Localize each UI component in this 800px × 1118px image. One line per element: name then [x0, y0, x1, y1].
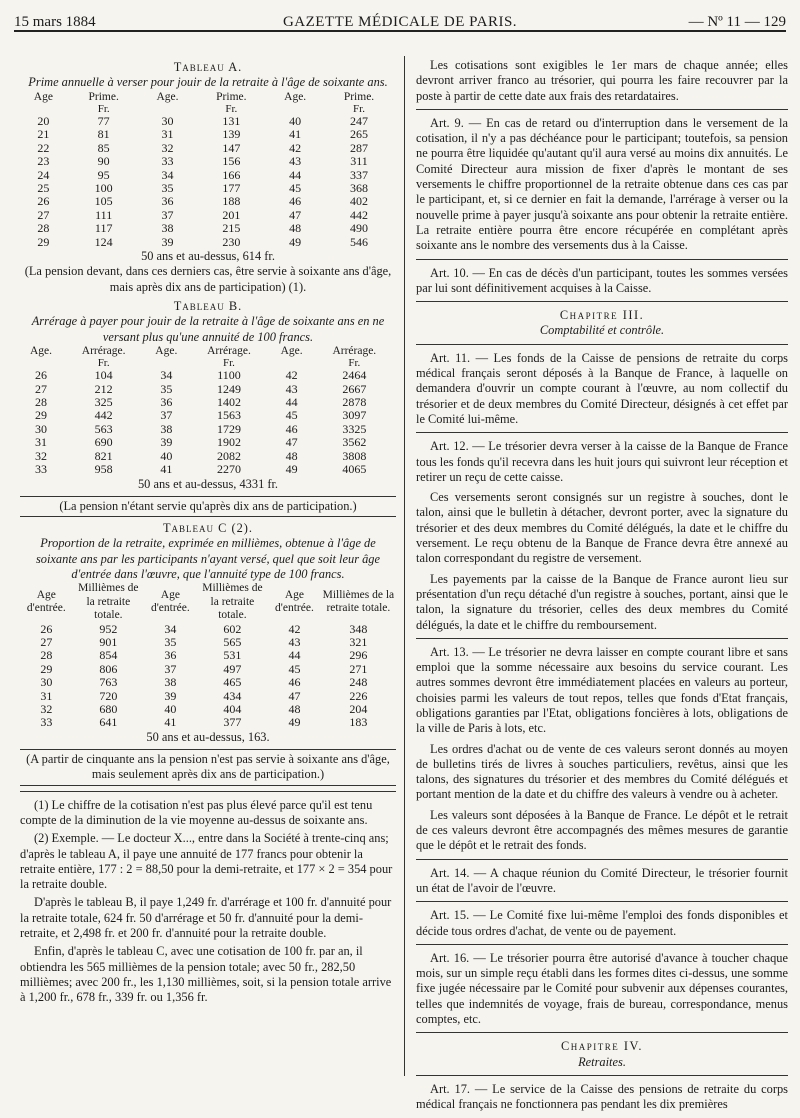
table-a-units-row: [20, 104, 396, 115]
table-c-note: (A partir de cinquante ans la pension n'est pas servie à soixante ans d'âge, mais seulement après dix ans de participation.): [20, 749, 396, 786]
table-c-cell: 40: [164, 701, 177, 716]
table-c-header: Millièmes de la retraite totale.: [322, 588, 395, 615]
table-c-cell: 465: [223, 675, 242, 690]
table-a-cell: 20: [37, 114, 50, 128]
table-a-cell: 39: [161, 234, 174, 249]
table-c-subtitle: Proportion de la retraite, exprimée en millièmes, obtenue à l'âge de soixante ans par les participants n'ayant versé, quel que soit leur âge d'entrée dans l'œuvre, que l'annuité type de 100 francs.: [35, 536, 381, 581]
table-a-row: [20, 209, 396, 222]
table-a-cell: 131: [222, 114, 241, 128]
table-b-header-row: [20, 345, 396, 358]
table-c-cell: 46: [288, 675, 301, 690]
table-a-unit: Fr.: [225, 103, 238, 115]
paragraph: Les payements par la caisse de la Banque de France auront lieu sur présentation d'un reçu détaché d'un registre à souches, portant, ainsi que le talon, la signature du trésorier, celles des deux membres du Comité délégués, la date et le chiffre du remboursement.: [416, 571, 788, 632]
table-c-cell: 901: [99, 634, 118, 649]
header-rule: [14, 30, 786, 32]
table-c-row: [20, 649, 396, 662]
table-b-cell: 49: [285, 462, 298, 477]
table-a-cell: 90: [97, 154, 110, 169]
table-a-row: [20, 169, 396, 182]
table-c-cell: 43: [288, 634, 301, 649]
table-c-cell: 641: [99, 715, 118, 730]
table-b-cell: 26: [35, 368, 47, 383]
table-c-cell: 29: [40, 661, 53, 676]
table-a-cell: 34: [161, 167, 174, 182]
table-a-footer: 50 ans et au-dessus, 614 fr.: [141, 249, 275, 264]
table-a-cell: 337: [350, 167, 368, 182]
table-c-cell: 321: [349, 634, 368, 649]
table-b-cell: 1249: [216, 381, 241, 396]
table-b-cell: 2878: [342, 395, 367, 410]
table-c-header-row: [20, 582, 396, 622]
footnote: (2) Exemple. — Le docteur X..., entre dans la Société à trente-cinq ans; d'après le tableau A, il paye une annuité de 177 francs pour obtenir la retraite entière, 177 : 2 = 88,50 pour la demi-retraite, et 177 × 2 = 354 pour la retraite double.: [20, 831, 393, 892]
table-b-cell: 29: [35, 408, 47, 423]
table-b-cell: 2464: [342, 368, 367, 383]
table-a-row: [20, 195, 396, 208]
table-b-cell: 39: [160, 435, 173, 450]
table-b-cell: 3808: [342, 448, 367, 463]
table-c-cell: 404: [223, 701, 242, 716]
table-a-cell: 311: [350, 154, 368, 169]
table-a-title: Tableau A.: [173, 60, 243, 74]
table-b-cell: 4065: [342, 462, 367, 477]
table-b-cell: 3562: [342, 435, 367, 450]
table-c-cell: 497: [223, 661, 242, 676]
table-a-cell: 156: [222, 154, 241, 169]
article-15: Art. 15. — Le Comité fixe lui-même l'emploi des fonds disponibles et décide tous ordres d'achat, de vente ou de payement.: [416, 908, 788, 938]
table-b-header: Age.: [155, 344, 178, 357]
table-c-cell: 348: [349, 621, 368, 636]
table-a-note: (La pension devant, dans ces derniers cas, être servie à soixante ans d'âge, mais après dix ans de participation) (1).: [24, 264, 392, 294]
table-b-footer: 50 ans et au-dessus, 4331 fr.: [137, 476, 279, 491]
table-b-unit: Fr.: [348, 357, 361, 370]
table-a-header: Prime.: [88, 90, 119, 103]
table-a-subtitle: Prime annuelle à verser pour jouir de la retraite à l'âge de soixante ans.: [28, 75, 388, 90]
table-a-body: [20, 115, 396, 249]
table-b-cell: 690: [94, 435, 113, 450]
table-a-row: [20, 222, 396, 235]
table-b-cell: 37: [160, 408, 173, 423]
table-a-cell: 42: [289, 140, 302, 155]
table-c-cell: 41: [164, 715, 177, 730]
table-b-note: (La pension n'étant servie qu'après dix ans de participation.): [20, 496, 396, 517]
table-b-title: Tableau B.: [173, 298, 243, 313]
table-c-row: [20, 716, 396, 729]
article-rule: [416, 1032, 788, 1033]
table-c-cell: 680: [99, 701, 118, 716]
table-c-cell: 38: [164, 675, 177, 690]
table-b-cell: 47: [285, 435, 298, 450]
table-b-cell: 1402: [216, 395, 241, 410]
footnote-rule: [20, 791, 396, 792]
table-a-cell: 28: [37, 221, 50, 236]
table-c-footer: 50 ans et au-dessus, 163.: [146, 729, 270, 744]
table-a-cell: 32: [161, 140, 174, 155]
article-rule: [416, 109, 788, 110]
table-c-cell: 204: [349, 701, 368, 716]
table-a-row: [20, 155, 396, 168]
table-c-cell: 434: [223, 688, 242, 703]
table-c-cell: 28: [40, 648, 53, 663]
table-a-cell: 37: [161, 207, 174, 222]
table-a-cell: 25: [37, 181, 50, 196]
table-c-cell: 30: [40, 675, 53, 690]
table-b-cell: 1563: [216, 408, 241, 423]
table-a-cell: 21: [37, 127, 50, 142]
table-b-cell: 44: [285, 395, 298, 410]
table-b-cell: 821: [94, 448, 113, 463]
table-a-cell: 46: [289, 194, 302, 209]
table-b-unit: Fr.: [223, 357, 235, 370]
table-c-cell: 720: [99, 688, 118, 703]
chapter-subtitle: Comptabilité et contrôle.: [539, 323, 665, 338]
table-c-header: Millièmes de la retraite totale.: [202, 582, 263, 622]
table-c-row: [20, 636, 396, 649]
table-a-cell: 166: [222, 167, 241, 182]
table-a-cell: 33: [161, 154, 174, 169]
table-c-cell: 36: [164, 648, 177, 663]
table-c-title: Tableau C (2).: [162, 521, 254, 536]
chapter-heading: Chapitre IV.: [561, 1039, 643, 1054]
article-11: Art. 11. — Les fonds de la Caisse de pensions de retraite du corps médical français seront déposés à la Banque de France, à laquelle on demandera d'ouvrir un compte courant à l'œuvre, au nom collectif du trésorier et de deux membres du Comité Directeur, désignés à cet effet par le Comité lui-même.: [416, 350, 788, 426]
table-c-cell: 37: [164, 661, 177, 676]
table-b-cell: 212: [94, 381, 113, 396]
table-c-header: Age d'entrée.: [26, 588, 66, 615]
table-b-row: [20, 383, 396, 396]
table-c-row: [20, 690, 396, 703]
table-b-cell: 2082: [216, 448, 241, 463]
table-a-row: [20, 236, 396, 249]
table-a-cell: 43: [289, 154, 302, 169]
table-a-cell: 442: [350, 207, 368, 222]
table-a-row: [20, 182, 396, 195]
table-a-cell: 29: [37, 234, 50, 249]
table-b-cell: 1902: [216, 435, 241, 450]
table-c-cell: 296: [349, 648, 368, 663]
table-a-cell: 95: [97, 167, 110, 182]
right-column: [416, 58, 788, 1118]
table-b-cell: 563: [94, 421, 113, 436]
table-b-cell: 46: [285, 421, 298, 436]
table-c-cell: 35: [164, 634, 177, 649]
table-b-cell: 31: [35, 435, 47, 450]
table-b-units-row: [20, 358, 396, 369]
table-c-cell: 26: [40, 621, 53, 636]
table-b-header: Arrérage.: [332, 344, 377, 357]
table-c-cell: 952: [99, 621, 118, 636]
table-b-row: [20, 450, 396, 463]
table-c-cell: 271: [349, 661, 368, 676]
table-c-header: Age d'entrée.: [150, 588, 190, 615]
table-b-header: Arrérage.: [207, 344, 251, 357]
article-rule: [416, 638, 788, 639]
table-b-cell: 35: [160, 381, 173, 396]
table-b-row: [20, 463, 396, 476]
table-a-cell: 24: [37, 167, 50, 182]
table-a-cell: 124: [94, 234, 113, 249]
table-a: [20, 91, 396, 249]
table-a-cell: 30: [161, 114, 174, 128]
table-a-cell: 35: [161, 181, 174, 196]
table-c-cell: 854: [99, 648, 118, 663]
table-a-cell: 31: [161, 127, 174, 142]
table-c-cell: 42: [288, 621, 301, 636]
table-c: [20, 582, 396, 729]
table-b-cell: 958: [94, 462, 113, 477]
article-rule: [416, 259, 788, 260]
table-a-cell: 490: [350, 221, 368, 236]
table-b-cell: 48: [285, 448, 298, 463]
paragraph: Les ordres d'achat ou de vente de ces valeurs seront donnés au moyen de bulletins tirés de livres à souches particuliers, revêtus, ainsi que les talons, des signatures du trésorier et des membres du Comité délégués et portant mention de la date et du chiffre des valeurs à vendre ou à acheter.: [416, 741, 788, 802]
table-c-cell: 565: [223, 634, 242, 649]
table-b-row: [20, 369, 396, 382]
table-a-cell: 77: [97, 114, 110, 128]
table-c-cell: 39: [164, 688, 177, 703]
table-a-cell: 40: [289, 114, 302, 128]
table-a-header: Prime.: [216, 90, 247, 103]
table-c-cell: 531: [223, 648, 242, 663]
article-rule: [416, 944, 788, 945]
table-b-cell: 40: [160, 448, 173, 463]
table-a-cell: 546: [350, 234, 368, 249]
table-b-header: Arrérage.: [81, 344, 126, 357]
footnote: (1) Le chiffre de la cotisation n'est pas plus élevé parce qu'il est tenu compte de la diminution de la vie moyenne au-dessus de soixante ans.: [20, 797, 373, 827]
chapter-subtitle: Retraites.: [578, 1054, 626, 1069]
paragraph: Ces versements seront consignés sur un registre à souches, dont le talon, ainsi que le bulletin à détacher, devront porter, avec la signature du trésorier et des deux membres du Comité délégués, la date et le chiffre du versement. Le reçu obtenu de la Banque de France devra être annexé au talon correspondant du registre de versement.: [416, 490, 788, 566]
table-c-cell: 49: [288, 715, 301, 730]
page-number: — Nº 11 — 129: [688, 14, 786, 30]
table-b-cell: 34: [160, 368, 173, 383]
left-column: [20, 58, 396, 1009]
table-a-cell: 139: [222, 127, 241, 142]
table-a-cell: 47: [289, 207, 302, 222]
table-b-cell: 442: [94, 408, 113, 423]
table-c-cell: 377: [223, 715, 242, 730]
table-c-cell: 44: [288, 648, 301, 663]
table-b-cell: 325: [94, 395, 113, 410]
table-c-cell: 183: [349, 715, 368, 730]
table-b-cell: 1729: [216, 421, 241, 436]
article-17: Art. 17. — Le service de la Caisse des pensions de retraite du corps médical français ne fonctionnera pas pendant les dix premières: [416, 1081, 788, 1112]
paragraph: Les cotisations sont exigibles le 1er mars de chaque année; elles devront arriver franco au trésorier, qui pourra les faire recouvrer par la poste à partir de cette date aux frais des retardataires.: [416, 58, 788, 103]
paragraph: Les valeurs sont déposées à la Banque de France. Le dépôt et le retrait de ces valeurs devront être accompagnés des mêmes mesures de garantie que le dépôt et le retrait des fonds.: [416, 807, 788, 853]
table-c-cell: 763: [99, 675, 118, 690]
table-a-cell: 100: [94, 181, 113, 196]
table-b-cell: 32: [35, 448, 47, 463]
article-rule: [416, 901, 788, 902]
table-a-cell: 215: [222, 221, 241, 236]
article-rule: [416, 344, 788, 345]
table-c-row: [20, 703, 396, 716]
table-c-cell: 602: [223, 621, 242, 636]
table-b-cell: 3097: [342, 408, 367, 423]
table-a-row: [20, 115, 396, 128]
header-date: 15 mars 1884: [14, 14, 96, 30]
table-b-cell: 27: [35, 381, 47, 396]
table-c-body: [20, 623, 396, 730]
table-c-cell: 45: [288, 661, 301, 676]
table-a-unit: Fr.: [97, 103, 110, 115]
table-b-cell: 43: [285, 381, 298, 396]
table-a-cell: 23: [37, 154, 50, 169]
table-b-cell: 38: [160, 421, 173, 436]
table-a-cell: 117: [94, 221, 113, 236]
chapter-heading: Chapitre III.: [559, 308, 645, 323]
table-a-cell: 201: [222, 207, 241, 222]
table-c-cell: 33: [40, 715, 53, 730]
table-a-cell: 230: [222, 234, 241, 249]
table-c-cell: 806: [99, 661, 118, 676]
footnote: Enfin, d'après le tableau C, avec une cotisation de 100 fr. par an, il obtiendra les 565 millièmes de la pension totale; avec 50 fr., 282,50 millièmes; avec 200 fr., les 1,130 millièmes, soit, si la pension totale arrive à 1,200 fr., 678 fr., 339 fr. ou 1,356 fr.: [20, 944, 392, 1005]
journal-title: GAZETTE MÉDICALE DE PARIS.: [282, 14, 518, 30]
table-a-cell: 368: [350, 181, 368, 196]
table-a-header: Age: [33, 90, 53, 103]
table-a-cell: 36: [161, 194, 174, 209]
table-a-cell: 27: [37, 207, 50, 222]
table-b-cell: 41: [160, 462, 173, 477]
column-divider: [404, 56, 405, 1076]
table-a-cell: 41: [289, 127, 302, 142]
table-a-cell: 247: [350, 114, 368, 128]
table-b-body: [20, 369, 396, 476]
table-c-cell: 27: [40, 634, 53, 649]
table-a-header: Age.: [156, 90, 179, 103]
table-b-row: [20, 436, 396, 449]
table-a-header: Prime.: [343, 90, 375, 103]
table-c-header: Millièmes de la retraite totale.: [78, 582, 139, 622]
article-rule: [416, 1075, 788, 1076]
article-12: Art. 12. — Le trésorier devra verser à la caisse de la Banque de France tous les fonds qu'il recevra dans les huit jours qui suivront leur réception et retirer un reçu de cette caisse.: [416, 439, 788, 484]
table-b-row: [20, 423, 396, 436]
table-b-header: Age.: [29, 344, 53, 357]
table-b-cell: 28: [35, 395, 47, 410]
table-a-cell: 402: [350, 194, 368, 209]
table-a-cell: 49: [289, 234, 302, 249]
table-a-cell: 22: [37, 140, 50, 155]
article-rule: [416, 859, 788, 860]
table-a-cell: 45: [289, 181, 302, 196]
table-b-row: [20, 409, 396, 422]
table-a-cell: 265: [350, 127, 368, 142]
table-b-cell: 3325: [342, 421, 367, 436]
article-16: Art. 16. — Le trésorier pourra être autorisé d'avance à toucher chaque mois, sur un simple reçu établi dans les formes dites ci-dessus, une somme fixe jugée nécessaire par le Comité pour subvenir aux dépenses courantes, telles que indemnités de voyage, frais de bureau, correspondance, menus comptes, etc.: [416, 950, 788, 1027]
table-c-cell: 248: [349, 675, 368, 690]
article-rule: [416, 432, 788, 433]
table-a-cell: 105: [94, 194, 113, 209]
article-10: Art. 10. — En cas de décès d'un participant, toutes les sommes versées par lui sont définitivement acquises à la Caisse.: [416, 265, 788, 295]
table-b-cell: 42: [285, 368, 298, 383]
table-a-cell: 177: [222, 181, 241, 196]
table-a-cell: 81: [97, 127, 110, 142]
table-c-row: [20, 623, 396, 636]
table-b-subtitle: Arrérage à payer pour jouir de la retraite à l'âge de soixante ans en ne versant plus qu'une annuité de 100 francs.: [31, 314, 385, 344]
article-13: Art. 13. — Le trésorier ne devra laisser en compte courant libre et sans emploi que la somme nécessaire aux besoins du service courant. Les autres sommes devront être immédiatement placées en valeurs au porteur, choisies parmi les valeurs de tout repos, telles que fonds d'Etat français, obligations garanties par l'Etat, obligations foncières à lots, obligations de la ville de Paris à lots, etc.: [416, 644, 788, 736]
table-a-header-row: [20, 91, 396, 104]
table-b-header: Age.: [280, 344, 303, 357]
table-a-cell: 188: [222, 194, 241, 209]
table-b-cell: 1100: [217, 368, 241, 383]
table-a-cell: 38: [161, 221, 174, 236]
table-b-cell: 45: [285, 408, 298, 423]
table-c-cell: 226: [349, 688, 368, 703]
article-14: Art. 14. — A chaque réunion du Comité Directeur, le trésorier fournit un état de l'avoir de l'œuvre.: [416, 865, 788, 895]
table-a-cell: 287: [350, 140, 368, 155]
table-b-cell: 2667: [342, 381, 367, 396]
table-c-cell: 34: [164, 621, 177, 636]
table-c-row: [20, 676, 396, 689]
page-header: [14, 6, 786, 32]
table-b-cell: 36: [160, 395, 173, 410]
table-a-cell: 48: [289, 221, 302, 236]
table-b-unit: Fr.: [97, 357, 110, 370]
table-a-unit: Fr.: [353, 103, 365, 115]
table-a-cell: 26: [37, 194, 50, 209]
table-a-cell: 111: [95, 207, 113, 222]
table-a-cell: 147: [222, 140, 241, 155]
table-c-cell: 31: [40, 688, 53, 703]
table-c-cell: 32: [40, 701, 53, 716]
table-c-header: Age d'entrée.: [275, 588, 314, 615]
table-a-cell: 85: [97, 140, 110, 155]
table-a-row: [20, 128, 396, 141]
table-b-cell: 104: [94, 368, 113, 383]
table-a-row: [20, 142, 396, 155]
article-rule: [416, 301, 788, 302]
table-c-row: [20, 663, 396, 676]
table-c-cell: 47: [288, 688, 301, 703]
table-b-row: [20, 396, 396, 409]
table-a-header: Age.: [284, 90, 307, 103]
table-a-cell: 44: [289, 167, 302, 182]
table-b-cell: 33: [35, 462, 47, 477]
footnote: D'après le tableau B, il paye 1,249 fr. d'arrérage et 100 fr. d'annuité pour la retraite totale, 624 fr. 50 d'arrérage et 50 fr. d'annuité pour la demi-retraite, et 2,498 fr. et 200 fr. d'annuité pour la retraite double.: [20, 895, 392, 941]
table-c-cell: 48: [288, 701, 301, 716]
table-b: [20, 345, 396, 477]
table-b-cell: 30: [35, 421, 47, 436]
article-9: Art. 9. — En cas de retard ou d'interruption dans le versement de la cotisation, il n'y a pas déchéance pour le participant; toutefois, sa pension ne pourra être liquidée qu'autant qu'il aura versé au moins dix annuités. Le Comité Directeur aura mission de fixer d'après le montant de ses versements le chiffre proportionnel de la retraite obtenue dans ces cas par le participant, et, si ce dernier en fait la demande, l'arrérage à verser ou la nouvelle prime à payer jusqu'à soixante ans pour obtenir la retraite entière. La retraite entière pourra être encore récupérée en complétant après soixante ans le nombre des versements dus à la Caisse.: [416, 115, 788, 253]
table-b-cell: 2270: [216, 462, 241, 477]
